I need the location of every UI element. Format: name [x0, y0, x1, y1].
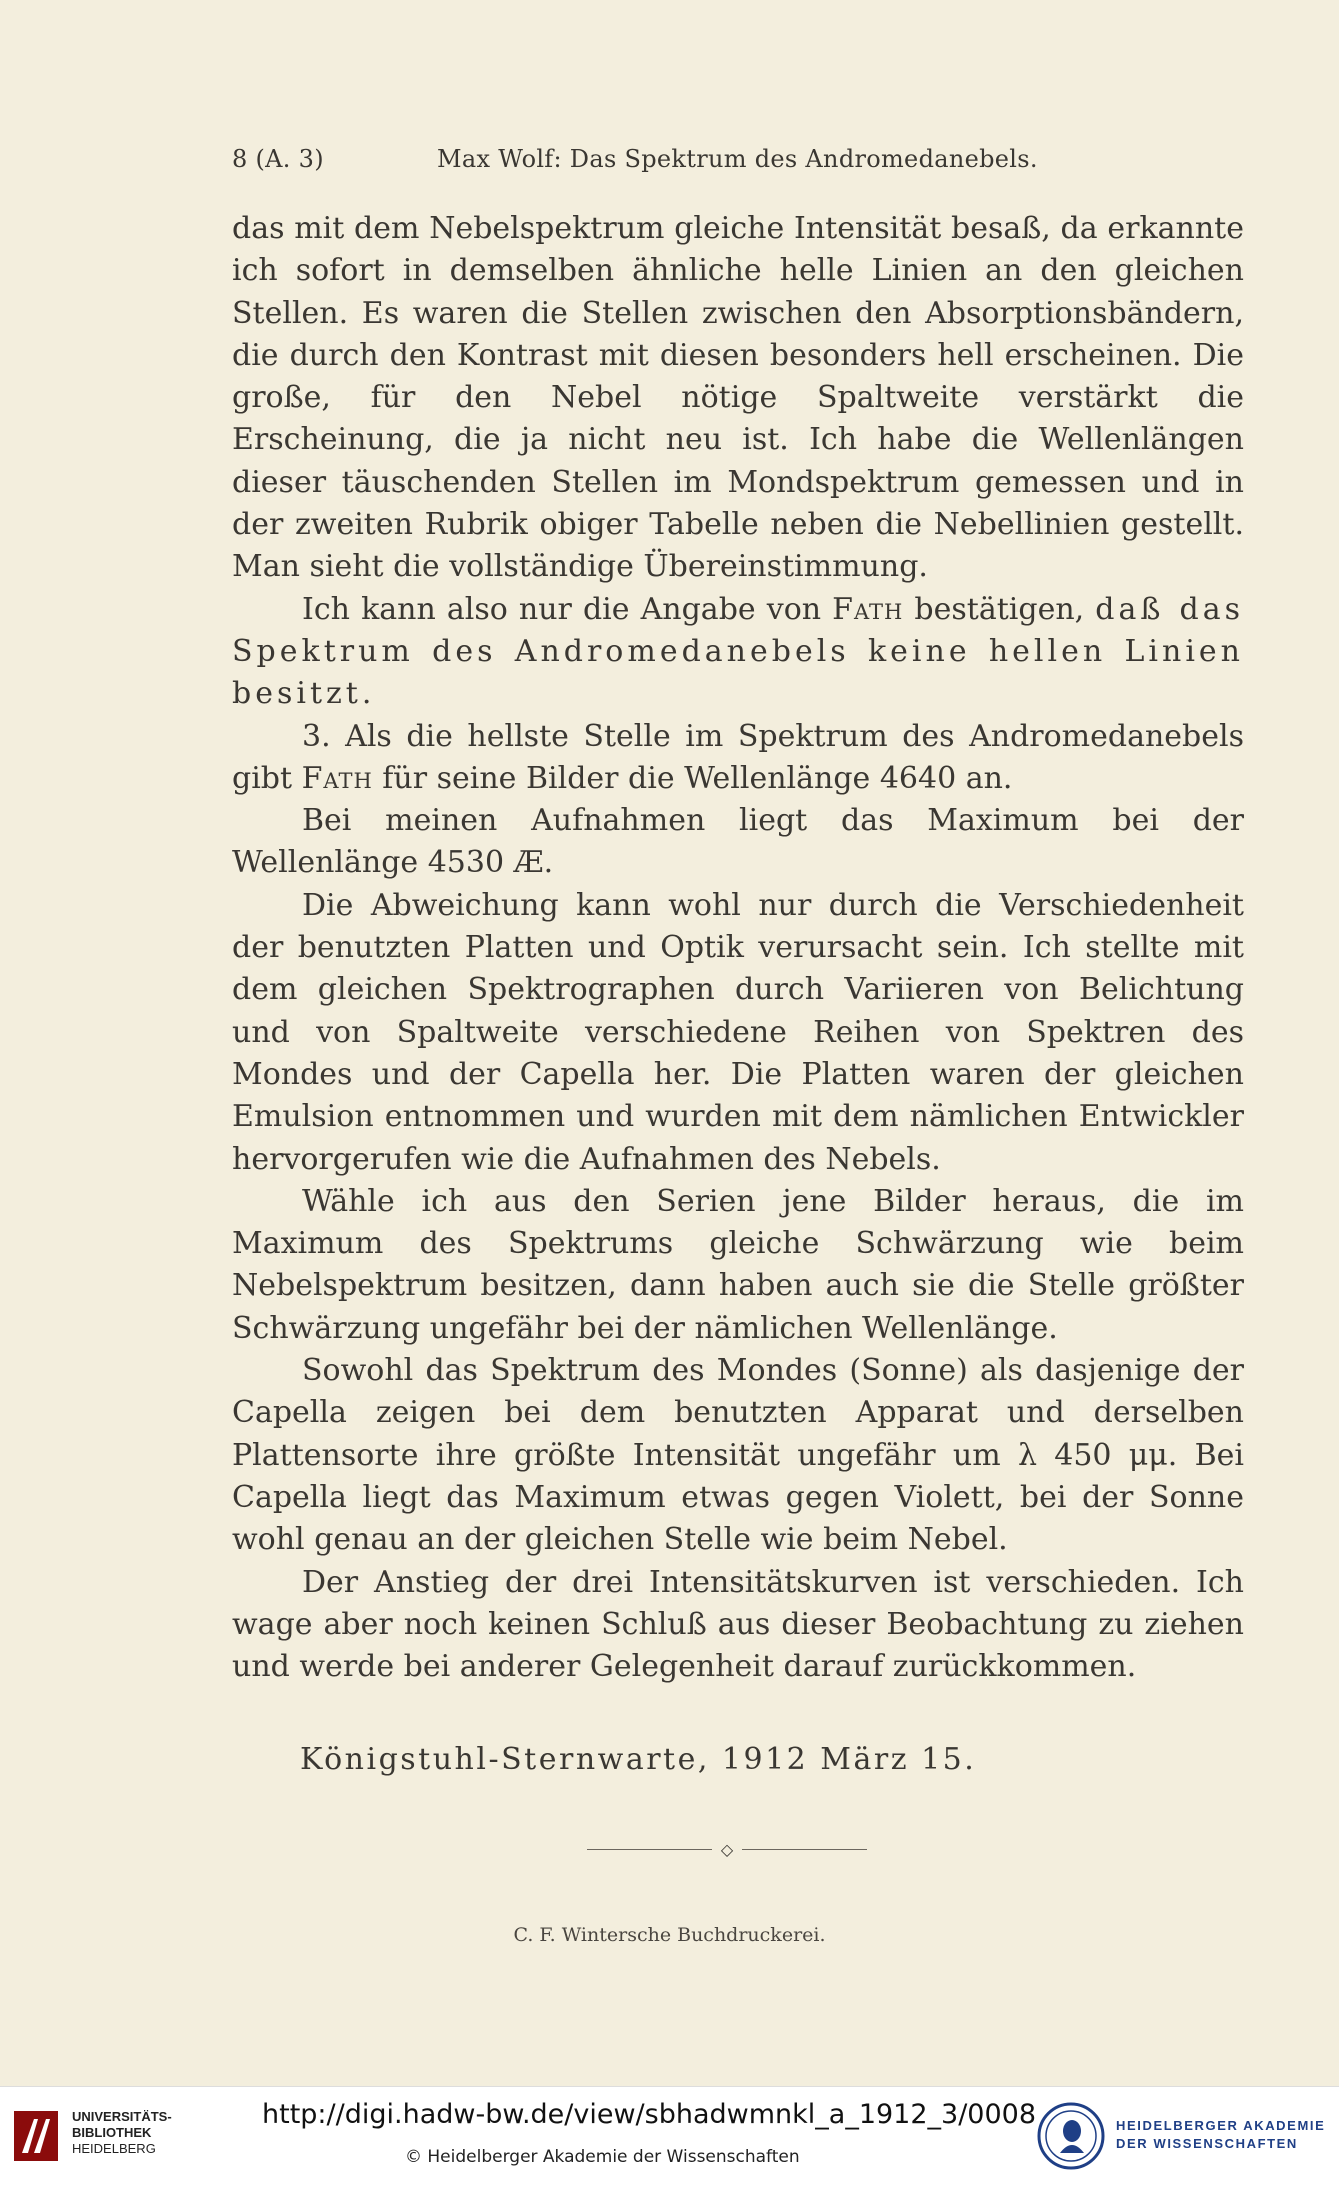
dateline: Königstuhl-Sternwarte, 1912 März 15. — [300, 1742, 977, 1777]
paragraph-3-text-a: 3. Als die hellste Stelle im Spektrum des Andromedanebels gibt — [232, 718, 1244, 796]
ornament-divider — [587, 1840, 867, 1860]
library-name-line-1: UNIVERSITÄTS- — [72, 2109, 172, 2124]
academy-name-line-2: DER WISSENSCHAFTEN — [1116, 2136, 1298, 2151]
paragraph-2-spaced-text: daß das Spektrum des Andromedanebels keine hellen Linien besitzt. — [232, 591, 1244, 712]
divider-line-left — [587, 1849, 712, 1850]
running-header — [232, 145, 1052, 181]
paragraph-5: Die Abweichung kann wohl nur durch die Verschiedenheit der benutzten Platten und Optik verursacht sein. Ich stellte mit dem gleichen Spektrographen durch Variieren von Belichtung und von Spaltweite verschiedene Reihen von Spektren des Mondes und der Capella her. Die Platten waren der gleichen Emulsion entnommen und wurden mit dem nämlichen Entwickler hervorgerufen wie die Aufnahmen des Nebels. — [232, 887, 1244, 1177]
library-name-line-2: BIBLIOTHEK — [72, 2125, 152, 2140]
library-name — [72, 2109, 172, 2157]
paragraph-6: Wähle ich aus den Serien jene Bilder heraus, die im Maximum des Spektrums gleiche Schwärzung wie beim Nebelspektrum besitzen, dann haben auch sie die Stelle größter Schwärzung ungefähr bei der nämlichen Wellenlänge. — [232, 1183, 1244, 1346]
divider-line-right — [742, 1849, 867, 1850]
paragraph-2-text-b: bestätigen, — [903, 591, 1096, 627]
paragraph-8: Der Anstieg der drei Intensitätskurven ist verschieden. Ich wage aber noch keinen Schluß aus dieser Beobachtung zu ziehen und werde bei anderer Gelegenheit darauf zurückkommen. — [232, 1564, 1244, 1685]
paragraph-2 — [232, 589, 1244, 716]
paragraph-7: Sowohl das Spektrum des Mondes (Sonne) als dasjenige der Capella zeigen bei dem benutzten Apparat und derselben Plattensorte ihre größte Intensität ungefähr um λ 450 μμ. Bei Capella liegt das Maximum etwas gegen Violett, bei der Sonne wohl genau an der gleichen Stelle wie beim Nebel. — [232, 1353, 1244, 1558]
paragraph-2-text-a: Ich kann also nur die Angabe von — [302, 591, 833, 627]
university-library-logo[interactable] — [14, 2107, 184, 2167]
academy-name-line-1: HEIDELBERGER AKADEMIE — [1116, 2118, 1326, 2133]
permalink-url[interactable]: http://digi.hadw-bw.de/view/sbhadwmnkl_a_1912_3/0008 — [262, 2099, 1037, 2130]
footer-bar — [0, 2086, 1339, 2185]
author-name-fath: Fath — [301, 760, 373, 796]
paragraph-3-text-b: für seine Bilder die Wellenlänge 4640 an. — [372, 760, 1013, 796]
paragraph-3 — [232, 716, 1244, 801]
academy-seal-icon[interactable] — [1036, 2101, 1106, 2171]
academy-name — [1116, 2117, 1325, 2153]
paragraph-1: das mit dem Nebelspektrum gleiche Intensität besaß, da erkannte ich sofort in demselben ähnliche helle Linien an den gleichen Stellen. Es waren die Stellen zwischen den Absorptionsbändern, die durch den Kontrast mit diesen besonders hell erscheinen. Die große, für den Nebel nötige Spaltweite verstärkt die Erscheinung, die ja nicht neu ist. Ich habe die Wellenlängen dieser täuschenden Stellen im Mondspektrum gemessen und in der zweiten Rubrik obiger Tabelle neben die Nebellinien gestellt. Man sieht die vollständige Übereinstimmung. — [232, 211, 1244, 585]
running-title: Max Wolf: Das Spektrum des Andromedanebels. — [437, 145, 1038, 173]
library-logo-icon — [14, 2111, 58, 2161]
copyright-notice: © Heidelberger Akademie der Wissenschaften — [405, 2147, 800, 2167]
body-text — [232, 208, 1244, 1688]
author-name-fath: Fath — [832, 591, 904, 627]
printer-imprint: C. F. Wintersche Buchdruckerei. — [513, 1924, 826, 1946]
page-number: 8 (A. 3) — [232, 145, 324, 173]
paragraph-4: Bei meinen Aufnahmen liegt das Maximum bei der Wellenlänge 4530 Æ. — [232, 803, 1244, 881]
diamond-ornament-icon: ◇ — [720, 1840, 734, 1859]
library-name-line-3: HEIDELBERG — [72, 2141, 156, 2156]
